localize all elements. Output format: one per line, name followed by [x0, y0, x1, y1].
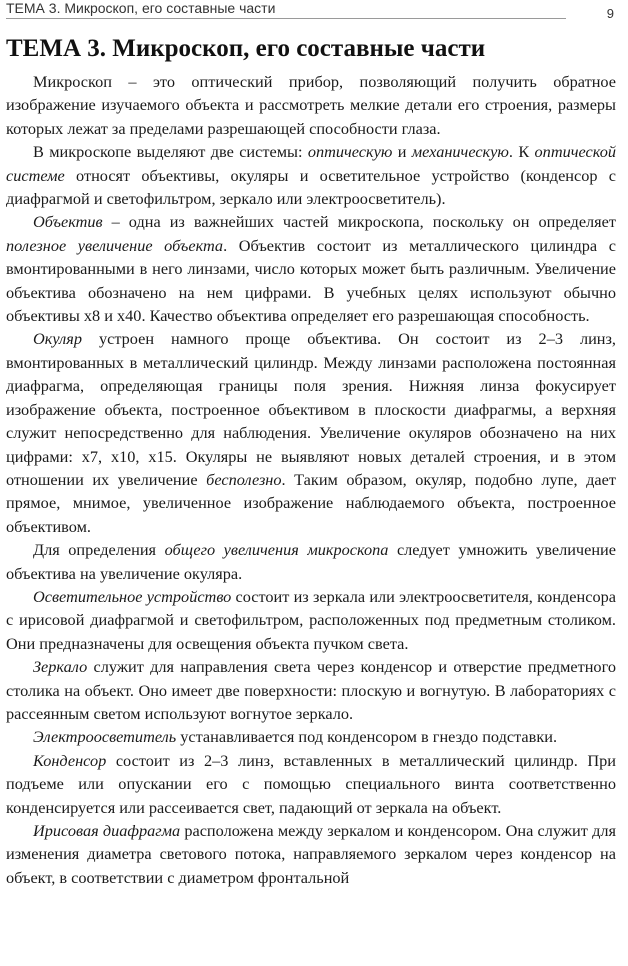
- text-run: Микроскоп – это оптический прибор, позволяющий получить обратное изображение изучаемого объекта и рассмотреть мелкие детали его строения, размеры которых лежат за пределами разрешающей способности глаза.: [6, 72, 616, 138]
- text-run: Для определения: [33, 540, 165, 560]
- text-run: и: [392, 142, 412, 162]
- text-run: относят объективы, окуляры и осветительное устройство (конденсор с диафрагмой и светофильтром, зеркало или электроосветитель).: [6, 165, 616, 209]
- paragraph: [6, 819, 616, 889]
- text-run: В микроскопе выделяют две системы:: [33, 142, 308, 162]
- paragraph: [6, 327, 616, 538]
- paragraph: [6, 725, 616, 748]
- paragraph: [6, 210, 616, 327]
- paragraph: [6, 70, 616, 140]
- paragraph: [6, 749, 616, 819]
- paragraph: [6, 585, 616, 655]
- text-run: устанавливается под конденсором в гнездо подставки.: [176, 727, 558, 747]
- italic-term: Зеркало: [33, 657, 88, 677]
- paragraph: [6, 538, 616, 585]
- paragraph: [6, 655, 616, 725]
- italic-term: Осветительное устройство: [33, 586, 232, 606]
- italic-term: Конденсор: [33, 750, 107, 770]
- italic-term: оптической системе: [6, 142, 616, 185]
- italic-term: Электроосветитель: [33, 727, 177, 747]
- page-title: ТЕМА 3. Микроскоп, его составные части: [6, 35, 486, 62]
- italic-term: общего увеличения микроскопа: [164, 540, 389, 560]
- running-header: ТЕМА 3. Микроскоп, его составные части: [6, 0, 566, 19]
- italic-term: бесполезно: [206, 469, 282, 489]
- italic-term: Окуляр: [33, 329, 82, 349]
- text-run: устроен намного проще объектива. Он состоит из 2–3 линз, вмонтированных в металлический цилиндр. Между линзами расположена постоянная диафрагма, определяющая границы поля зрения. Нижняя линза фокусирует изображение объекта, построенное объективом в плоскости диафрагмы, а верхняя служит непосредственно для наблюдения. Увеличение окуляров обозначено на них цифрами: х7, х10, х15. Окуляры не выявляют новых деталей строения, и в этом отношении их увеличение: [6, 329, 616, 489]
- text-run: . Объектив состоит из металлического цилиндра с вмонтированными в него линзами, число которых может быть различным. Увеличение объектива обозначено на нем цифрами. В учебных целях используют обычно объективы х8 и х40. Качество объектива определяет его разрешающая способность.: [6, 235, 616, 326]
- text-run: – одна из важнейших частей микроскопа, поскольку он определяет: [102, 212, 616, 232]
- italic-term: Объектив: [33, 212, 103, 232]
- text-run: . К: [508, 142, 535, 162]
- text-run: расположена между зеркалом и конденсором. Она служит для изменения диаметра светового потока, направляемого зеркалом через конденсор на объект, в соответствии с диаметром фронтальной: [6, 821, 616, 887]
- text-run: . Таким образом, окуляр, подобно лупе, дает прямое, мнимое, увеличенное изображение наблюдаемого объекта, построенное объективом.: [6, 469, 616, 536]
- italic-term: механическую: [411, 142, 509, 162]
- italic-term: оптическую: [307, 142, 393, 162]
- body-text: [6, 70, 616, 889]
- text-run: состоит из зеркала или электроосветителя, конденсора с ирисовой диафрагмой и светофильтром, расположенных под предметным столиком. Они предназначены для освещения объекта пучком света.: [6, 586, 616, 653]
- text-run: состоит из 2–3 линз, вставленных в металлический цилиндр. При подъеме или опускании его с помощью специального винта соответственно конденсируется или рассеивается свет, падающий от зеркала на объект.: [6, 750, 616, 817]
- italic-term: полезное увеличение объекта: [6, 235, 224, 255]
- text-run: следует умножить увеличение объектива на увеличение окуляра.: [6, 540, 616, 583]
- page-number: 9: [606, 6, 614, 21]
- paragraph: [6, 140, 616, 210]
- text-run: служит для направления света через конденсор и отверстие предметного столика на объект. Оно имеет две поверхности: плоскую и вогнутую. В лабораториях с рассеянным светом используют вогнутое зеркало.: [6, 657, 616, 723]
- italic-term: Ирисовая диафрагма: [33, 821, 181, 840]
